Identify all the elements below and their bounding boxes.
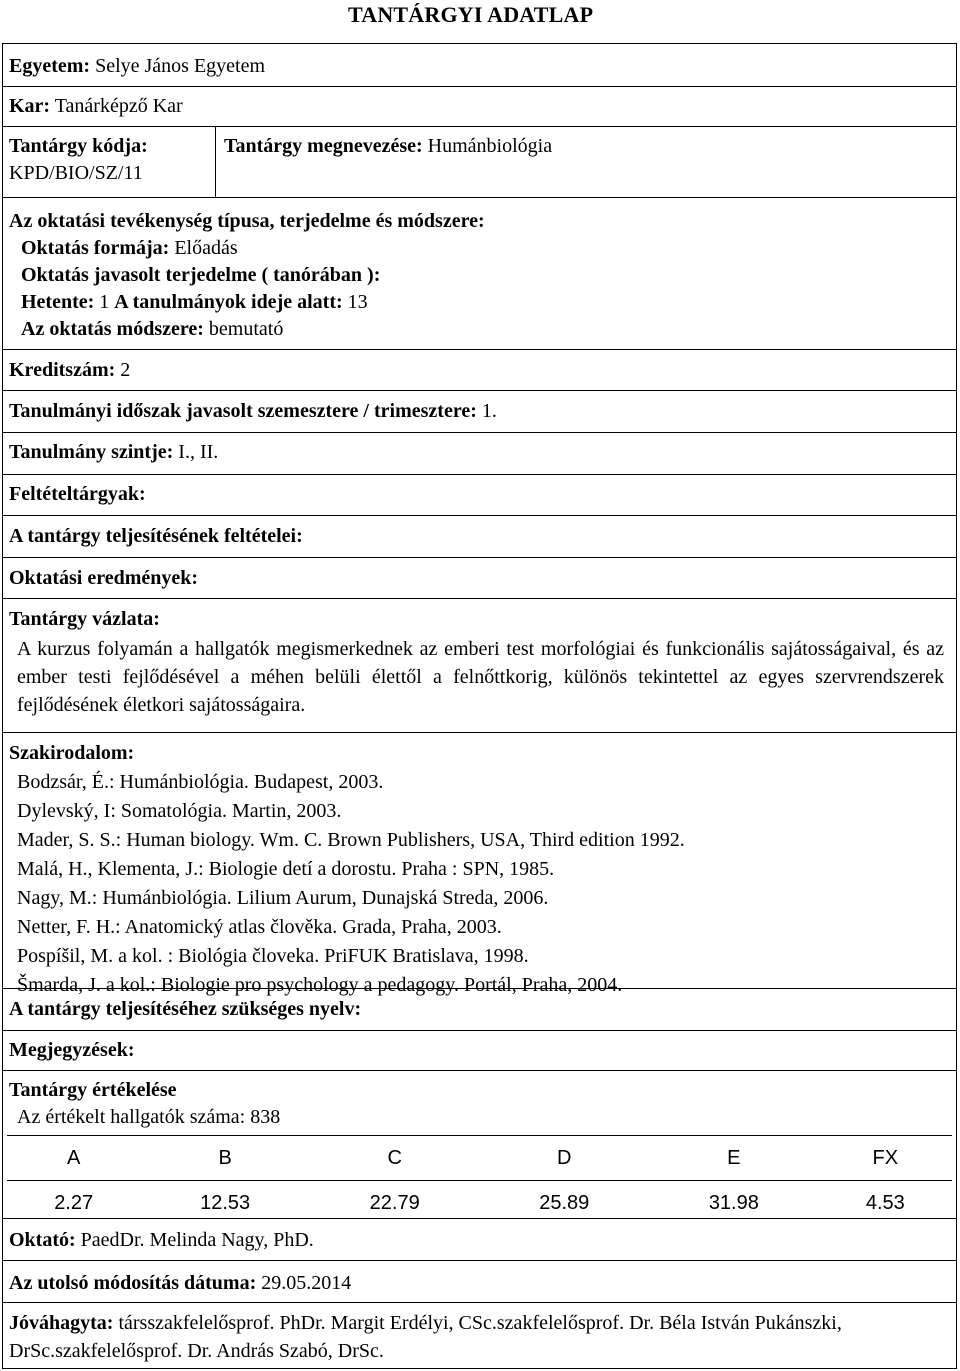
grade-label: FX xyxy=(819,1136,952,1181)
evaluation-label: Tantárgy értékelése xyxy=(9,1079,177,1101)
prerequisites-label: Feltételtárgyak: xyxy=(9,483,146,505)
activity-heading: Az oktatási tevékenység típusa, terjedelme és módszere: xyxy=(9,210,485,232)
literature-item: Netter, F. H.: Anatomický atlas člověka. Grada, Praha, 2003. xyxy=(17,916,502,938)
university-value: Selye János Egyetem xyxy=(95,55,266,77)
literature-section xyxy=(3,733,956,996)
credits-row xyxy=(3,350,956,391)
literature-item: Malá, H., Klementa, J.: Biologie detí a dorostu. Praha : SPN, 1985. xyxy=(17,858,555,880)
semester-label: Tanulmányi időszak javasolt szemesztere / trimesztere: xyxy=(9,400,477,422)
language-label: A tantárgy teljesítéséhez szükséges nyelv: xyxy=(9,998,362,1020)
form-label: Oktatás formája: xyxy=(21,237,170,259)
literature-item: Nagy, M.: Humánbiológia. Lilium Aurum, Dunajská Streda, 2006. xyxy=(17,887,549,909)
notes-label: Megjegyzések: xyxy=(9,1039,135,1061)
semester-row xyxy=(3,391,956,433)
conditions-label: A tantárgy teljesítésének feltételei: xyxy=(9,525,303,547)
conditions-row xyxy=(3,516,956,558)
course-row xyxy=(3,127,956,198)
course-code-cell xyxy=(3,127,216,197)
approved-row xyxy=(3,1303,956,1369)
total-label: A tanulmányok ideje alatt: xyxy=(114,291,343,313)
weekly-value: 1 xyxy=(99,291,110,313)
total-value: 13 xyxy=(347,291,368,313)
last-modified-label: Az utolsó módosítás dátuma: xyxy=(9,1272,257,1294)
literature-label: Szakirodalom: xyxy=(9,742,135,764)
literature-item: Bodzsár, É.: Humánbiológia. Budapest, 2003. xyxy=(17,771,384,793)
notes-row xyxy=(3,1031,956,1071)
course-name-label: Tantárgy megnevezése: xyxy=(224,135,423,157)
course-name-value: Humánbiológia xyxy=(427,135,553,157)
faculty-label: Kar: xyxy=(9,95,51,117)
teacher-label: Oktató: xyxy=(9,1229,76,1251)
method-value: bemutató xyxy=(208,318,284,340)
teacher-row xyxy=(3,1219,956,1261)
evaluation-section xyxy=(3,1071,956,1219)
outcomes-row xyxy=(3,558,956,599)
literature-item: Mader, S. S.: Human biology. Wm. C. Brown Publishers, USA, Third edition 1992. xyxy=(17,829,685,851)
grades-table xyxy=(7,1135,952,1225)
activity-section xyxy=(3,198,956,350)
university-label: Egyetem: xyxy=(9,55,91,77)
last-modified-row xyxy=(3,1261,956,1303)
literature-item: Šmarda, J. a kol.: Biologie pro psychology a pedagogy. Portál, Praha, 2004. xyxy=(17,974,623,996)
grade-percentage: 4.53 xyxy=(865,1191,905,1214)
data-sheet xyxy=(2,43,957,1369)
grade-percentage: 22.79 xyxy=(369,1191,420,1214)
evaluated-count: Az értékelt hallgatók száma: 838 xyxy=(17,1106,281,1128)
outcomes-label: Oktatási eredmények: xyxy=(9,567,199,589)
credits-label: Kreditszám: xyxy=(9,359,116,381)
course-name-cell xyxy=(224,133,552,160)
semester-value: 1. xyxy=(481,400,497,422)
grade-label: C xyxy=(310,1136,480,1181)
outline-label: Tantárgy vázlata: xyxy=(9,608,160,630)
grade-label: D xyxy=(479,1136,649,1181)
approved-label: Jóváhagyta: xyxy=(9,1312,114,1334)
outline-section xyxy=(3,599,956,733)
literature-item: Dylevský, I: Somatológia. Martin, 2003. xyxy=(17,800,342,822)
document-title: TANTÁRGYI ADATLAP xyxy=(348,2,594,27)
level-value: I., II. xyxy=(178,441,219,463)
credits-value: 2 xyxy=(120,359,131,381)
grade-label: B xyxy=(140,1136,310,1181)
grade-percentage: 12.53 xyxy=(200,1191,251,1214)
faculty-value: Tanárképző Kar xyxy=(54,95,183,117)
last-modified-value: 29.05.2014 xyxy=(261,1272,352,1294)
grade-percentage: 2.27 xyxy=(54,1191,94,1214)
language-row xyxy=(3,989,956,1031)
grade-percentage: 31.98 xyxy=(708,1191,759,1214)
grades-header-row xyxy=(7,1136,952,1181)
weekly-label: Hetente: xyxy=(21,291,95,313)
outline-text: A kurzus folyamán a hallgatók megismerkednek az emberi test morfológiai és funkcionális sajátosságaival, és az ember testi fejlődésével a méhen belüli élettől a felnőttkorig, különös tekintettel az egyes szervrendszerek fejlődésének életkori sajátosságaira. xyxy=(17,638,944,716)
literature-item: Pospíšil, M. a kol. : Biológia človeka. PriFUK Bratislava, 1998. xyxy=(17,945,529,967)
approved-value: társszakfelelősprof. PhDr. Margit Erdélyi, CSc.szakfelelősprof. Dr. Béla István Pukánszki, DrSc.szakfelelősprof. Dr. András Szabó, DrSc. xyxy=(9,1312,842,1362)
course-code-label: Tantárgy kódja: xyxy=(9,135,148,157)
method-label: Az oktatás módszere: xyxy=(21,318,204,340)
university-row xyxy=(3,44,956,87)
teacher-value: PaedDr. Melinda Nagy, PhD. xyxy=(80,1229,314,1251)
level-row xyxy=(3,433,956,475)
scope-label: Oktatás javasolt terjedelme ( tanórában ): xyxy=(21,264,381,286)
grade-label: A xyxy=(7,1136,140,1181)
grade-percentage: 25.89 xyxy=(539,1191,590,1214)
faculty-row xyxy=(3,87,956,127)
prerequisites-row xyxy=(3,475,956,516)
form-value: Előadás xyxy=(174,237,238,259)
grade-label: E xyxy=(649,1136,819,1181)
course-code-value: KPD/BIO/SZ/11 xyxy=(9,162,143,184)
level-label: Tanulmány szintje: xyxy=(9,441,174,463)
